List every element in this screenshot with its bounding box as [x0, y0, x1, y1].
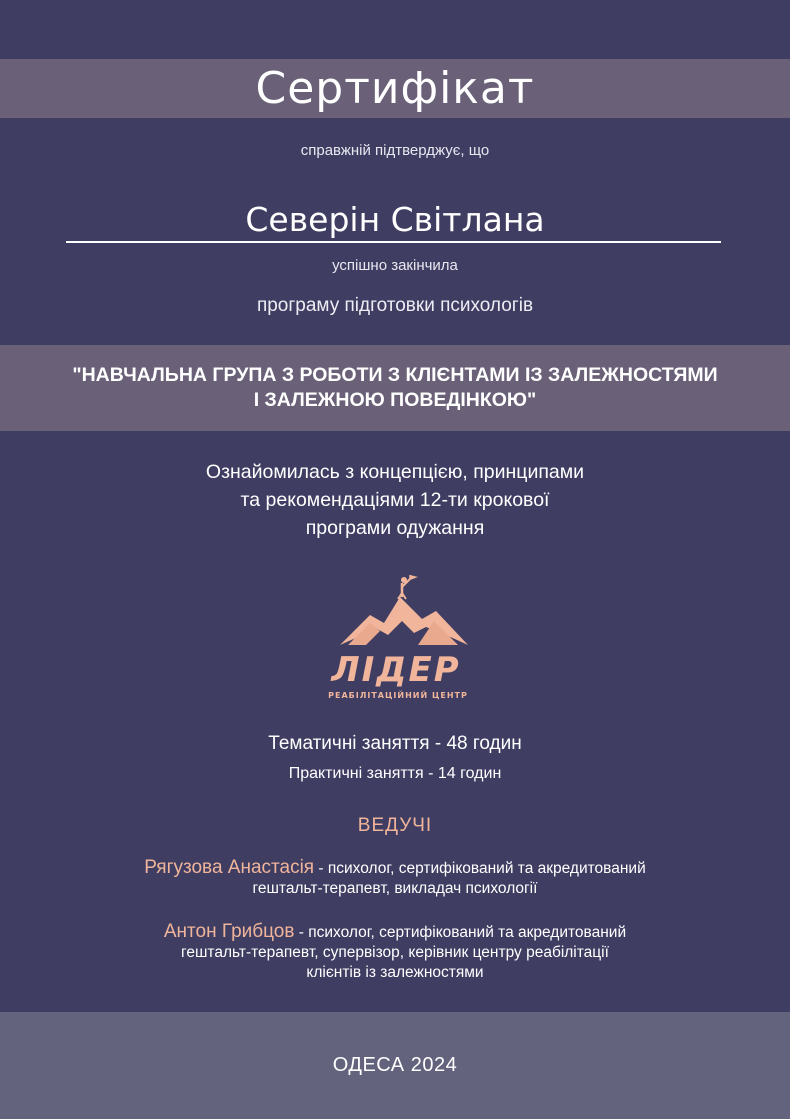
intro-text [0, 458, 790, 542]
course-title [25, 363, 765, 413]
completed-text: успішно закінчила [332, 257, 458, 274]
thematic-hours: Тематичні заняття - 48 годин [268, 733, 522, 754]
host-name: Рягузова Анастасія [144, 857, 315, 878]
certificate-subtitle: справжній підтверджує, що [300, 142, 490, 159]
name-underline [66, 241, 721, 243]
host-row [0, 922, 790, 943]
hosts-heading: ВЕДУЧІ [357, 815, 433, 836]
host-desc-line-3: клієнтів із залежностями [306, 964, 484, 981]
footer-band [0, 1012, 790, 1119]
intro-line-1: Ознайомилась з концепцією, принципами [205, 461, 585, 483]
recipient-name: Северін Світлана [245, 200, 545, 239]
course-band [0, 345, 790, 431]
logo-name: ЛІДЕР [331, 650, 461, 690]
host-desc-line-2: гештальт-терапевт, викладач психології [252, 880, 538, 897]
host-item [0, 922, 790, 983]
practical-hours: Практичні заняття - 14 годин [288, 765, 502, 782]
course-title-line-2: І ЗАЛЕЖНОЮ ПОВЕДІНКОЮ" [253, 389, 537, 411]
certificate-title: Сертифікат [255, 63, 535, 114]
leader-logo [318, 575, 474, 705]
footer-location-year: ОДЕСА 2024 [332, 1054, 458, 1076]
logo-tagline: РЕАБІЛІТАЦІЙНИЙ ЦЕНТР [328, 691, 468, 700]
host-desc-line-2: гештальт-терапевт, супервізор, керівник центру реабілітації [181, 944, 609, 961]
host-row [0, 858, 790, 879]
intro-line-3: програми одужання [305, 517, 485, 539]
mountain-climber-icon [318, 575, 474, 705]
host-item [0, 858, 790, 899]
host-desc: - психолог, сертифікований та акредитований [314, 860, 646, 877]
host-desc: - психолог, сертифікований та акредитований [294, 924, 627, 941]
course-title-line-1: "НАВЧАЛЬНА ГРУПА З РОБОТИ З КЛІЄНТАМИ ІЗ ЗАЛЕЖНОСТЯМИ [72, 364, 718, 386]
intro-line-2: та рекомендаціями 12-ти крокової [240, 489, 550, 511]
host-name: Антон Грибцов [163, 921, 295, 942]
title-band [0, 59, 790, 118]
program-text: програму підготовки психологів [256, 295, 534, 316]
